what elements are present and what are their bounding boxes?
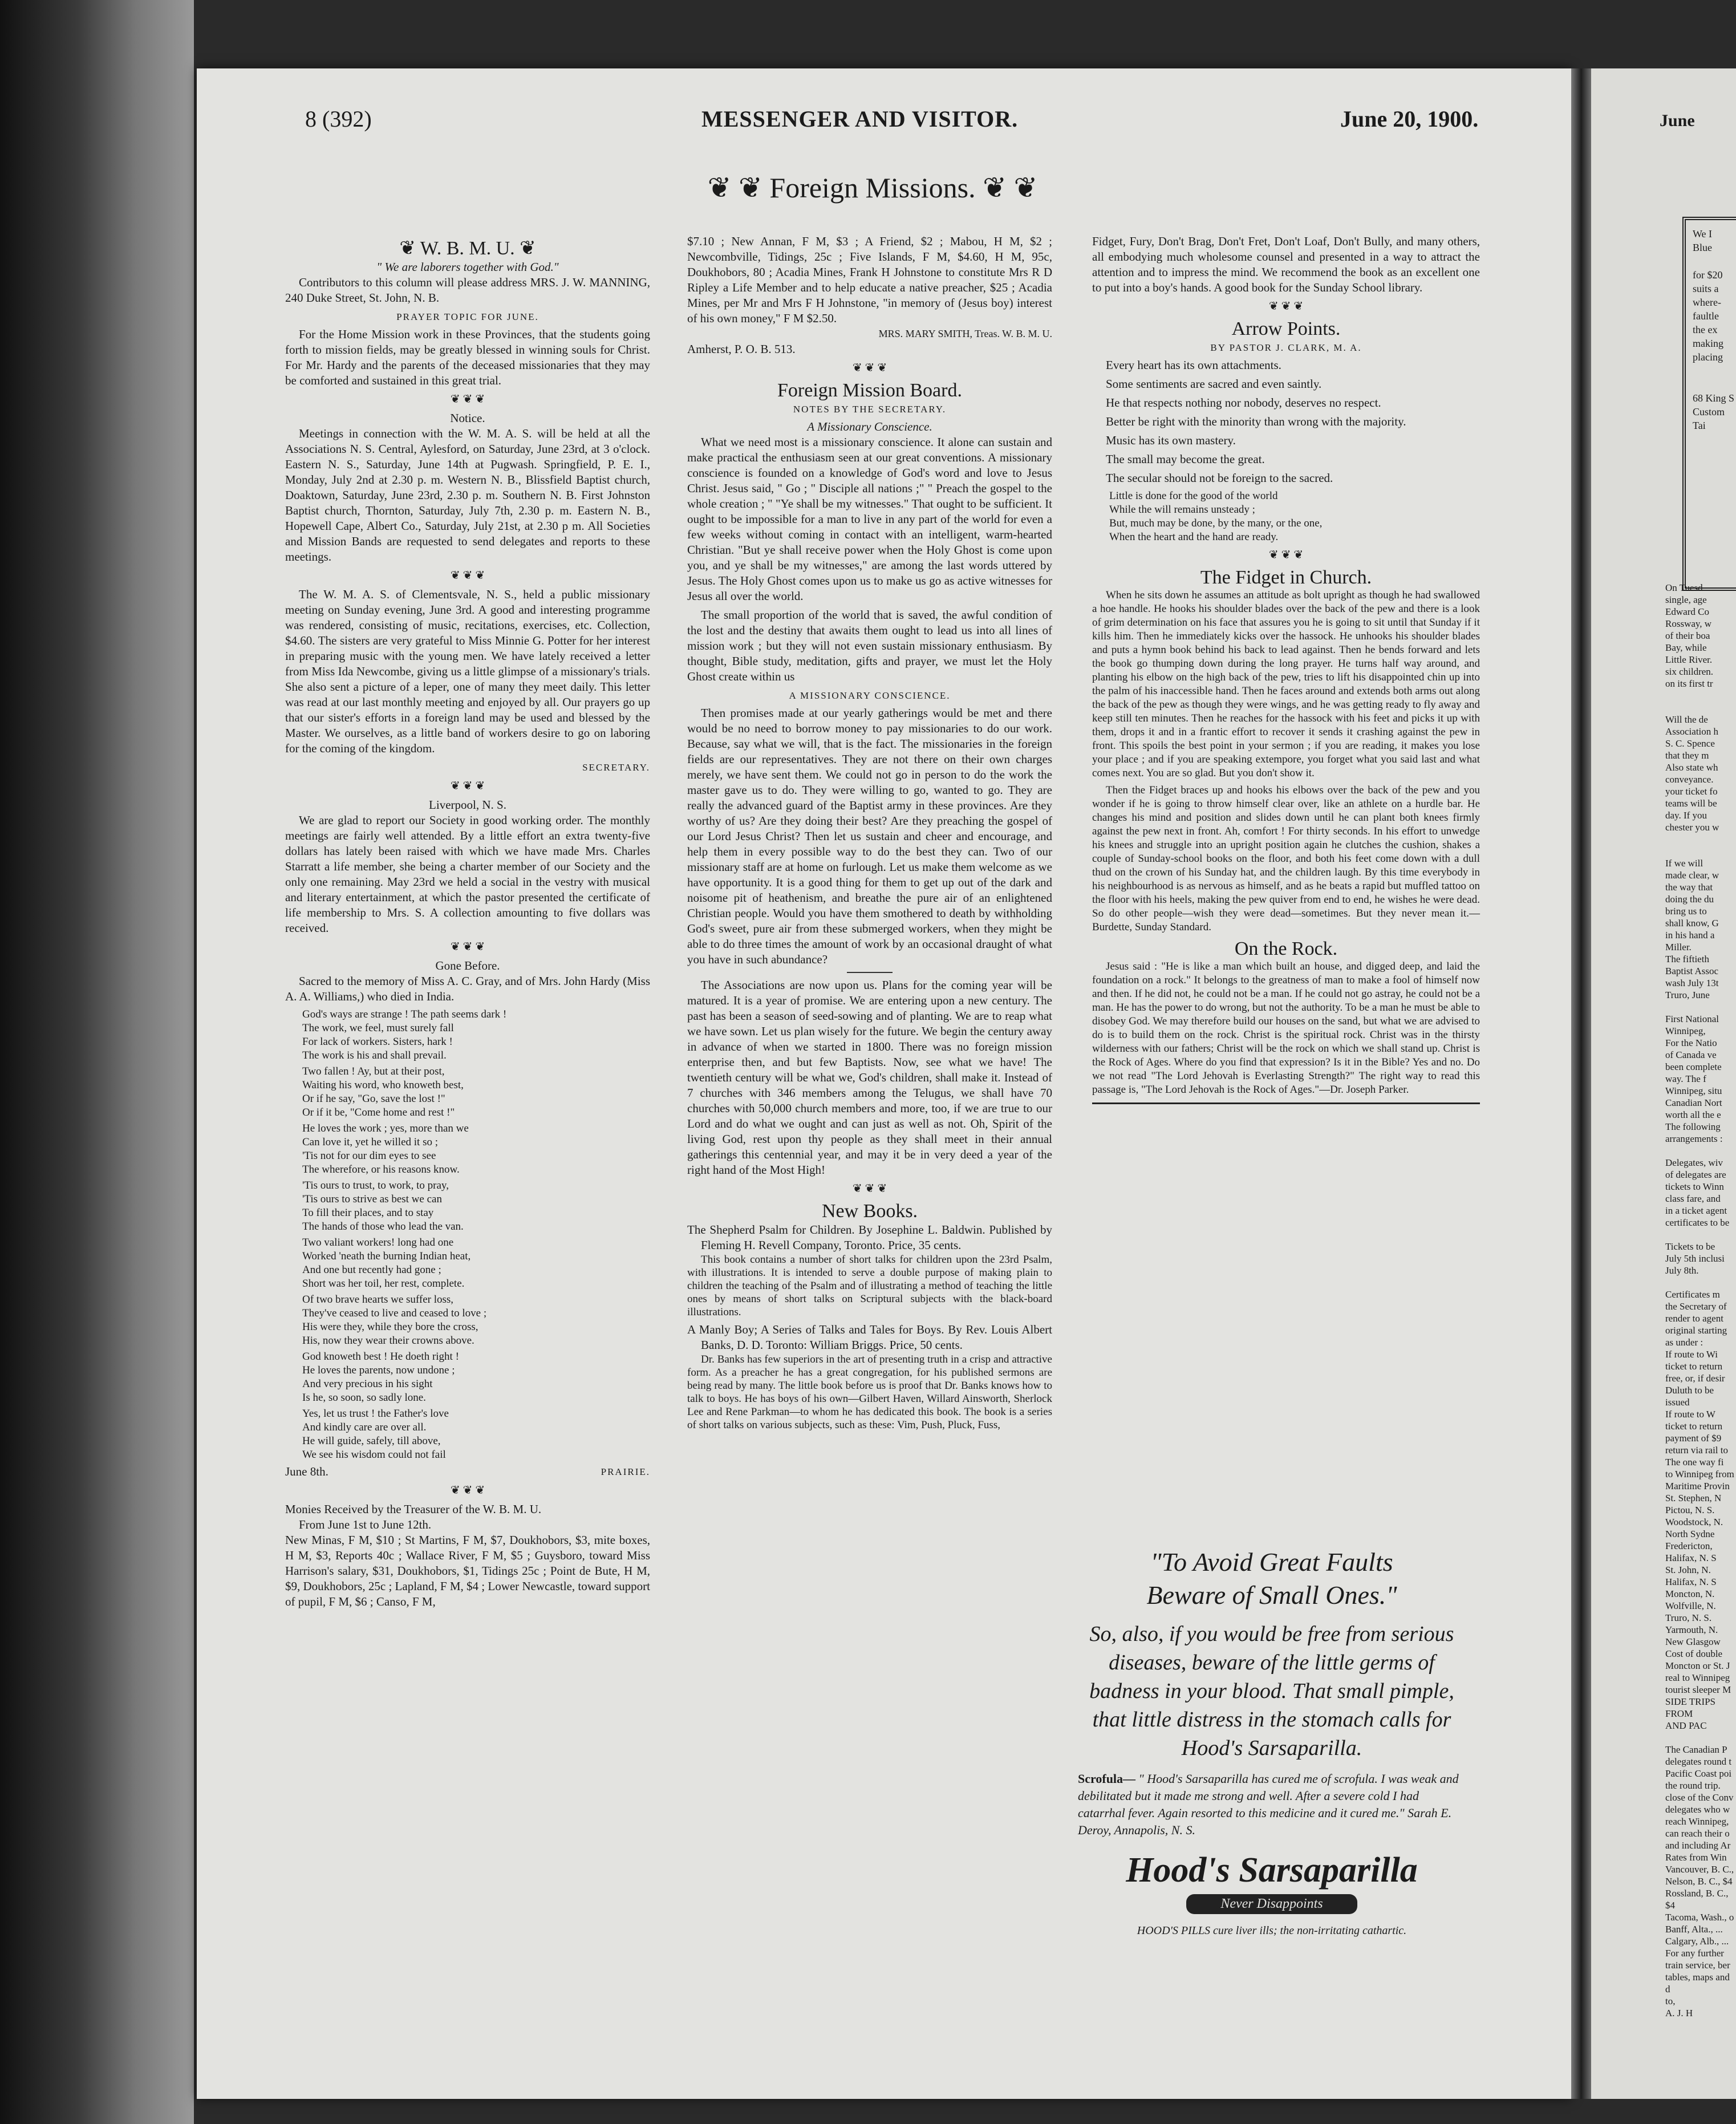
section-rule (1092, 1102, 1480, 1104)
monies-list-continued: $7.10 ; New Annan, F M, $3 ; A Friend, $2 ; Mabou, H M, $2 ; Newcombville, Tidings, 25c ; Five Islands, F M, $4.60, H M, 95c, Doukhobors, 80 ; Acadia Mines, Frank H Johnstone to constitute Mrs R D Ripley a Life Member and to help educate a native preacher, $25 ; Acadia Mines, per Mr and Mrs F H Johnstone, "in memory of (Jesus boy) interest of his own money," F M $2.50. (687, 234, 1052, 325)
next-page-column: On Tuesd single, age Edward Co Rossway, w of their boa Bay, while Little River. six children. on its first tr Will the de Association h S. C. Spence that they m Also state wh conveyance. your ticket fo teams will be day. If you chester you w If we will made clear, w the way that doing the du bring us to shall know, G in his hand a Miller. The fiftieth Baptist Assoc wash July 13t Truro, June First National Winnipeg, For the Natio of Canada ve been complete way. The f Winnipeg, situ Canadian Nort worth all the e The following arrangements : Delegates, wiv of delegates are tickets to Winn class fare, and in a ticket agent certificates to be Tickets to be July 5th inclusi July 8th. Certificates m the Secretary of render to agent original starting as under : If route to Wi ticket to return free, or, if desir Duluth to be issued If route to W ticket to return payment of $9 return via rail to The one way fi to Winnipeg from Maritime Provin St. Stephen, N Pictou, N. S. Woodstock, N. North Sydne Fredericton, Halifax, N. S St. John, N. Halifax, N. S Moncton, N. Wolfville, N. Truro, N. S. Yarmouth, N. New Glasgow Cost of double Moncton or St. J real to Winnipeg tourist sleeper M SIDE TRIPS FROM AND PAC The Canadian P delegates round t Pacific Coast poi the round trip. close of the Conv delegates who w reach Winnipeg, can reach their o and including Ar Rates from Win Vancouver, B. C., Nelson, B. C., $4 Rossland, B. C., $4 Tacoma, Wash., o Banff, Alta., ... Calgary, Alb., ... For any further train service, ber tables, maps and d to, A. J. H (1665, 582, 1734, 2018)
ornament-icon: ❦ (399, 238, 420, 259)
poem-stanza: God knoweth best ! He doeth right ! He loves the parents, now undone ; And very precious in his sight Is he, so soon, so sadly lone. (302, 1351, 459, 1404)
conscience-paragraph: The small proportion of the world that is saved, the awful condition of the lost and the destiny that awaits them ought to lead us into all lines of mission work ; but they will not even sustain missionary enthusiasm. By thought, Bible study, meditation, gifts and prayer, we must let the Holy Ghost create within us (687, 608, 1052, 683)
book-title: A Manly Boy; A Series of Talks and Tales for Boys. By Rev. Louis Albert Banks, D. D. Toronto: William Briggs. Price, 50 cents. (687, 1323, 1052, 1352)
arrow-line: The small may become the great. (1106, 452, 1265, 466)
book-description: Dr. Banks has few superiors in the art of presenting truth in a crisp and attractive form. As a preacher he has a great congregation, for his published sermons are being read by many. The little book before us is proof that Dr. Banks knows how to talk to boys. He has boys of his own—Gilbert Haven, Willard Ainsworth, Sherlock Lee and Rene Parkman—to whom he has dedicated this book. The book is a series of short talks on various subjects, such as these: Vim, Push, Pluck, Fuss, (687, 1353, 1052, 1431)
poem-stanza: Two fallen ! Ay, but at their post, Waiting his word, who knoweth best, Or if he say, "Go, save the lost !" Or if it be, "Come home and rest !" (302, 1065, 464, 1118)
ornament-icon: ❦ ❦ (975, 172, 1038, 204)
prayer-topic: For the Home Mission work in these Provinces, that the students going forth to mission fields, may be greatly blessed in winning souls for Christ. For Mr. Hardy and the parents of the deceased missionaries that they may be comforted and sustained in this great trial. (285, 327, 650, 387)
next-page-date: June (1660, 111, 1695, 130)
adjacent-page (1591, 68, 1736, 2099)
arrow-line: Some sentiments are sacred and even saintly. (1106, 377, 1322, 391)
poem-author: PRAIRIE. (601, 1466, 650, 1477)
monies-list: New Minas, F M, $10 ; St Martins, F M, $7, Doukhobors, $3, mite boxes, H M, $3, Reports 40c ; Wallace River, F M, $5 ; Guysboro, toward Miss Harrison's salary, $31, Doukhobors, $1, Tidings 25c ; Point de Bute, H M, $9, Doukhobors, 25c ; Lapland, F M, $4 ; Lower Newcastle, toward support of pupil, F M, $6 ; Canso, F M, (285, 1533, 650, 1608)
on-the-rock-title: On the Rock. (1234, 938, 1338, 959)
arrow-line: The secular should not be foreign to the sacred. (1106, 471, 1333, 485)
board-subtitle: NOTES BY THE SECRETARY. (793, 404, 947, 415)
conscience-caps: A MISSIONARY CONSCIENCE. (789, 690, 951, 701)
ornament-icon: ❦ ❦ ❦ (1268, 549, 1304, 561)
fidget-title: The Fidget in Church. (1200, 567, 1372, 588)
poem-stanza: Of two brave hearts we suffer loss, They've ceased to live and ceased to love ; His were they, while they bore the cross, His, now they wear their crowns above. (302, 1294, 487, 1347)
poem-stanza: He loves the work ; yes, more than we Can love it, yet he willed it so ; 'Tis not for our dim eyes to see The wherefore, or his reasons know. (302, 1122, 469, 1176)
advert-tagline: Never Disappoints (1186, 1894, 1357, 1914)
ornament-icon: ❦ ❦ ❦ (450, 941, 485, 953)
section-title: ❦ ❦ Foreign Missions. ❦ ❦ (707, 172, 1038, 204)
book-description: This book contains a number of short talks for children upon the 23rd Psalm, with illustrations. It is intended to serve a double purpose of making plain to children the teaching of the Psalm and of illustrating a method of teaching the little ones by means of short talks on Scriptural subjects with the black-board illustrations. (687, 1254, 1052, 1318)
wbmu-title: ❦ W. B. M. U. ❦ (399, 238, 536, 259)
ornament-icon: ❦ (514, 238, 536, 259)
poem-stanza: Two valiant workers! long had one Worked 'neath the burning Indian heat, And one but recently had gone ; Short was her toil, her rest, complete. (302, 1237, 471, 1290)
column-arrow-points (1092, 234, 1480, 1110)
arrow-poem: Little is done for the good of the world While the will remains unsteady ; But, much may be done, by the many, or the one, When the heart and the hand are ready. (1109, 490, 1323, 543)
treasurer-signature: MRS. MARY SMITH, Treas. W. B. M. U. (878, 328, 1052, 339)
advert-footer: HOOD'S PILLS cure liver ills; the non-irritating cathartic. (1137, 1924, 1407, 1937)
arrow-line: Every heart has its own attachments. (1106, 358, 1281, 372)
arrow-line: Better be right with the minority than wrong with the majority. (1106, 415, 1406, 428)
monies-heading: Monies Received by the Treasurer of the W. B. M. U. (285, 1502, 542, 1516)
ornament-icon: ❦ ❦ ❦ (450, 393, 485, 406)
gone-before-heading: Gone Before. (435, 959, 500, 972)
advert-headline: "To Avoid Great Faults (1150, 1547, 1393, 1576)
conscience-heading: A Missionary Conscience. (807, 420, 932, 433)
testimonial-text: " Hood's Sarsaparilla has cured me of scrofula. I was weak and debilitated but it made me strong and well. After a severe cold I had catarrhal fever. Again resorted to this medicine and it cured me." Sarah E. Deroy, Annapolis, N. S. (1078, 1772, 1459, 1837)
poem-stanza: Yes, let us trust ! the Father's love And kindly care are over all. He will guide, safely, till above, We see his wisdom could not fail (302, 1408, 449, 1461)
monies-period: From June 1st to June 12th. (299, 1518, 432, 1531)
on-the-rock-paragraph: Jesus said : "He is like a man which built an house, and digged deep, and laid the foundation on a rock." It belongs to the greatness of man to make a fool of himself now and then. If he did not, he could not be a man. If he could not go astray, he could not be a man. He has the power to do wrong, but not the authority. To be a man he must be able to disobey God. We may therefore build our houses on the sand, but what we are advised to do is to build them on the rock. Christ is the spiritual rock. Christ was in the thirsty wilderness with our fathers; Christ will be the rock on which we shall stand up. Christ is the Rock of Ages. Where do you find that expression? Is it in the Bible? Yes and no. Do we not read "The Lord Jehovah is Everlasting Strength?" The right way to read this passage is, "The Lord Jehovah is the Rock of Ages."—Dr. Joseph Parker. (1092, 960, 1480, 1096)
advert-headline: Beware of Small Ones." (1146, 1580, 1397, 1610)
new-books-title: New Books. (821, 1201, 918, 1222)
divider (847, 972, 893, 973)
prayer-topic-heading: PRAYER TOPIC FOR JUNE. (396, 311, 539, 322)
secretary-signature: SECRETARY. (582, 762, 650, 773)
next-page-advert-box: We I Blue for $20 suits a where- faultle the ex making placing 68 King S Custom Tai (1682, 217, 1736, 591)
paper-title: MESSENGER AND VISITOR. (701, 106, 1019, 132)
contributors-note: Contributors to this column will please address MRS. J. W. MANNING, 240 Duke Street, St. John, N. B. (285, 275, 650, 305)
page-gutter (1571, 68, 1591, 2099)
liverpool-heading: Liverpool, N. S. (429, 798, 506, 812)
fidget-paragraph: Then the Fidget braces up and hooks his elbows over the back of the pew and you wonder if he is going to throw himself clear over, like an athlete on a hurdle bar. He changes his mind and position and slides down until he can plant both knees firmly against the pew next in front. Ah, comfort ! For thirty seconds. In his effort to unwedge his knees and struggle into an upright position again he clutches the cushion, shakes a couple of Sunday-school books on the floor, and both his feet come down with a dull thud on the crown of his Sunday hat, and the children laugh. By this time everybody in his neighbourhood is as nervous as himself, and as he beats a rapid but muffled tattoo on the floor with his heels, making the pew quiver from end to end, he wishes he were dead. So do other people—wish they were dead—sometimes. But they never mean it.—Burdette, Sunday Standard. (1092, 784, 1480, 933)
poem-stanza: 'Tis ours to trust, to work, to pray, 'Tis ours to strive as best we can To fill their places, and to stay The hands of those who lead the van. (302, 1179, 464, 1233)
arrow-line: He that respects nothing nor nobody, deserves no respect. (1106, 396, 1381, 410)
column-foreign-board (687, 234, 1052, 1435)
hoods-sarsaparilla-logo: Hood's Sarsaparilla (1126, 1851, 1418, 1890)
poem-footer (285, 1464, 650, 1479)
associations-paragraph: The Associations are now upon us. Plans for the coming year will be matured. It is a year of promise. We are entering upon a new century. The past has been a season of seed-sowing and of planting. We are to reap what we have sown. Let us plan wisely for the future. We begin the century away in advance of when we started in 1800. There was no foreign mission enterprise then, and but few Baptists. Now, see what we have! The twentieth century will be what we, God's children, shall make it. Instead of 7 churches with 346 members among the Telugus, we shall have 70 churches with 50,000 church members and more, too, if we are true to our Lord and do what we ought and can just as well as not. Oh, Spirit of the living God, rest upon thy people as they shall meet in their annual gatherings this centennial year, and may it be in very deed a year of the right hand of the Most High! (687, 978, 1052, 1177)
wbmu-motto: " We are laborers together with God." (376, 260, 559, 274)
ornament-icon: ❦ ❦ ❦ (450, 780, 485, 792)
liverpool-report: We are glad to report our Society in good working order. The monthly meetings are fairly well attended. By a little effort an extra twenty-five dollars has lately been raised with which we have made Mrs. Charles Starratt a life member, she being a charter member of our Society and the only one remaining. May 23rd we held a social in the vestry with musical and literary entertainment, at which the pastor presented the certificate of life membership to Mrs. S. A collection amounting to five dollars was received. (285, 813, 650, 935)
arrow-line: Music has its own mastery. (1106, 433, 1236, 447)
fidget-paragraph: When he sits down he assumes an attitude as bolt upright as though he had swallowed a hoe handle. He hooks his shoulder blades over the back of the pew and there is a look of grim determination on his face that assures you he is going to sit until that Sunday if it kills him. Then he immediately kicks over the hassock. He unhooks his shoulder blades and puts a hymn book behind his back to lead against. Then he bends forward and lets the book go thumping down during the long prayer. He turns half way around, and planting his elbow on the high back of the pew, tries to lift his disappointed chin up into the palm of his inaccessible hand. Then he faces around and extends both arms out along the back of the pew as though they were wings, and he was getting ready to fly away and keep still ten minutes. Then he reaches for the hassock with his feet and picks it up with them, drops it and in a frantic effort to recover it sends it crashing against the pew in front. This spoils the best point in your sermon ; if you are reading, it makes you lose your place ; and if you are speaking extempore, you forget what you said last and what comes next. You are so glad. But you don't show it. (1092, 589, 1480, 779)
hoods-sarsaparilla-advert (1072, 1546, 1471, 2070)
poem-stanza: God's ways are strange ! The path seems dark ! The work, we feel, must surely fall For lack of workers. Sisters, hark ! The work is his and shall prevail. (302, 1008, 507, 1061)
testimonial-label: Scrofula— (1078, 1772, 1136, 1786)
notice-text: Meetings in connection with the W. M. A. S. will be held at all the Associations N. S. Central, Aylesford, on Saturday, June 23rd, at 3 o'clock. Eastern N. S., Saturday, June 14th at Pugwash. Springfield, P. E. I., Monday, July 2nd at 2.30 p. m. Western N. B., Blissfield Baptist church, Doaktown, Saturday, June 23rd, 2.30 p. m. Southern N. B. First Johnston Baptist church, Thornton, Saturday, July 7th, 2.30 p. m. Eastern N. B., Hopewell Cape, Albert Co., Saturday, July 21st, at 2.30 p m. All Societies and Mission Bands are requested to send delegates and reports to these meetings. (285, 427, 650, 564)
gone-before-intro: Sacred to the memory of Miss A. C. Gray, and of Mrs. John Hardy (Miss A. A. Williams,) who died in India. (285, 974, 650, 1003)
advert-testimonial (1072, 1770, 1471, 1839)
book-binding-edge (0, 0, 194, 2124)
arrow-points-title: Arrow Points. (1231, 318, 1341, 339)
conscience-paragraph: Then promises made at our yearly gatherings would be met and there would be no need to borrow money to pay missionaries to do our work. Because, say what we will, that is the fact. The missionaries in the foreign fields are our representatives. They are not there on their own charges merely, we have sent them. We could not go in person to do the work the master gave us to do. They were willing to go, wanted to go. They are really the advanced guard of the Baptist army in these provinces. Are they worthy of us? Are they doing their best? Are they preaching the gospel of our Lord Jesus Christ? Then let us sustain and cheer and encourage, and help them in every possible way to do the best they can. Two of our missionary staff are at home on furlough. Let us make them welcome as we have opportunity. It is a good thing for them to get up out of the dark and noisome pit of heathenism, and breathe the pure air of an enlightened Christian people. Would you have them smothered to death by withholding God's sweet, pure air from these submerged workers, when they might be able to do three times the amount of work by an occasional draught of what you have in such abundance? (687, 706, 1052, 966)
ornament-icon: ❦ ❦ ❦ (1268, 300, 1304, 313)
book-title: The Shepherd Psalm for Children. By Josephine L. Baldwin. Published by Fleming H. Revell Company, Toronto. Price, 35 cents. (687, 1223, 1052, 1252)
ornament-icon: ❦ ❦ ❦ (450, 1484, 485, 1497)
ornament-icon: ❦ ❦ ❦ (450, 569, 485, 582)
ornament-icon: ❦ ❦ ❦ (852, 1182, 887, 1195)
clementsvale-report: The W. M. A. S. of Clementsvale, N. S., held a public missionary meeting on Sunday evening, June 3rd. A good and interesting programme was rendered, consisting of music, recitations, exercises, etc. Collection, $4.60. The sisters are very grateful to Miss Minnie G. Potter for her interest in preparing music with the young men. We have lately received a letter from Miss Ida Newcombe, giving us a little glimpse of a missionary's trials. She also sent a picture of a leper, one of many they meet daily. This letter was read at our last monthly meeting and enjoyed by all. Our prayers go up that our sister's efforts in a foreign land may be used and blessed by the Master. We ourselves, as a little band of workers desire to go on laboring for the coming of the kingdom. (285, 587, 650, 755)
advert-body: So, also, if you would be free from serious diseases, beware of the little germs of badness in your blood. That small pimple, that little distress in the stomach calls for Hood's Sarsaparilla. (1089, 1622, 1454, 1760)
notice-heading: Notice. (450, 411, 485, 425)
books-continued: Fidget, Fury, Don't Brag, Don't Fret, Don't Loaf, Don't Bully, and many others, all embodying much wholesome counsel and presented in a way to attract the attention and to impress the mind. We recommend the book as an excellent one to put into a boy's hands. A good book for the Sunday School library. (1092, 234, 1480, 294)
conscience-paragraph: What we need most is a missionary conscience. It alone can sustain and make practical the enthusiasm seen at our great conventions. A missionary conscience is founded on a knowledge of God's word and love to Jesus Christ. Jesus said, " Go ; " Disciple all nations ;" " Preach the gospel to the whole creation ; " "Ye shall be my witnesses." That ought to be sufficient. It ought to be impossible for a man to live in any part of the world for even a few weeks without coming in contact with an intelligent, warm-hearted Christian. "But ye shall receive power when the Holy Ghost is come upon you, and ye shall be my witnesses," are among the last words uttered by Jesus. The Holy Ghost comes upon us to make us go as active witnesses for Jesus all over the world. (687, 435, 1052, 603)
arrow-points-byline: BY PASTOR J. CLARK, M. A. (1210, 342, 1362, 353)
board-title: Foreign Mission Board. (777, 380, 962, 401)
ornament-icon: ❦ ❦ ❦ (852, 362, 887, 374)
issue-date: June 20, 1900. (1340, 106, 1479, 132)
poem-date: June 8th. (285, 1465, 328, 1478)
page-number: 8 (392) (305, 106, 372, 132)
ornament-icon: ❦ ❦ (707, 172, 770, 204)
treasurer-address: Amherst, P. O. B. 513. (687, 342, 796, 356)
column-wbmu (285, 234, 650, 1610)
